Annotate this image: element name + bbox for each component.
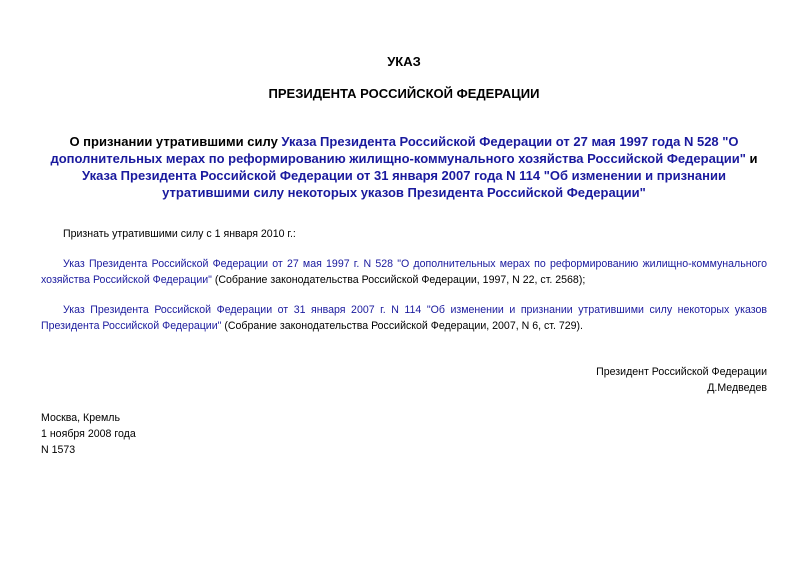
title-prefix: О признании утратившими силу (69, 134, 282, 149)
signatory-position: Президент Российской Федерации (596, 366, 767, 378)
item-link-decree-528[interactable]: Указ Президента Российской Федерации от 27 мая 1997 г. N 528 "О дополнительных мерах по реформированию жилищно-коммунального хозяйства Российской Федерации" (41, 258, 767, 286)
list-item (41, 256, 767, 288)
signing-place: Москва, Кремль (41, 412, 120, 424)
document-issuer: ПРЕЗИДЕНТА РОССИЙСКОЙ ФЕДЕРАЦИИ (268, 86, 540, 101)
item-source: (Собрание законодательства Российской Федерации, 1997, N 22, ст. 2568); (211, 274, 586, 286)
intro-paragraph: Признать утратившими силу с 1 января 2010 г.: (63, 228, 296, 240)
list-item (41, 302, 767, 334)
document-footer (41, 410, 136, 458)
signatory-name: Д.Медведев (707, 382, 767, 394)
item-source: (Собрание законодательства Российской Федерации, 2007, N 6, ст. 729). (221, 320, 583, 332)
document-title (41, 133, 767, 201)
item-link-decree-114[interactable]: Указ Президента Российской Федерации от 31 января 2007 г. N 114 "Об изменении и признании утратившими силу некоторых указов Президента Российской Федерации" (41, 304, 767, 332)
document-number: N 1573 (41, 444, 76, 456)
title-conjunction: и (745, 151, 758, 166)
signature-block (596, 364, 767, 396)
signing-date: 1 ноября 2008 года (41, 428, 136, 440)
document-type: УКАЗ (387, 54, 421, 69)
title-link-decree-114[interactable]: Указа Президента Российской Федерации от 31 января 2007 года N 114 "Об изменении и признании утратившими силу некоторых указов Президента Российской Федерации" (82, 168, 726, 200)
title-link-decree-528[interactable]: Указа Президента Российской Федерации от 27 мая 1997 года N 528 "О дополнительных мерах по реформированию жилищно-коммунального хозяйства Российской Федерации" (50, 134, 746, 166)
